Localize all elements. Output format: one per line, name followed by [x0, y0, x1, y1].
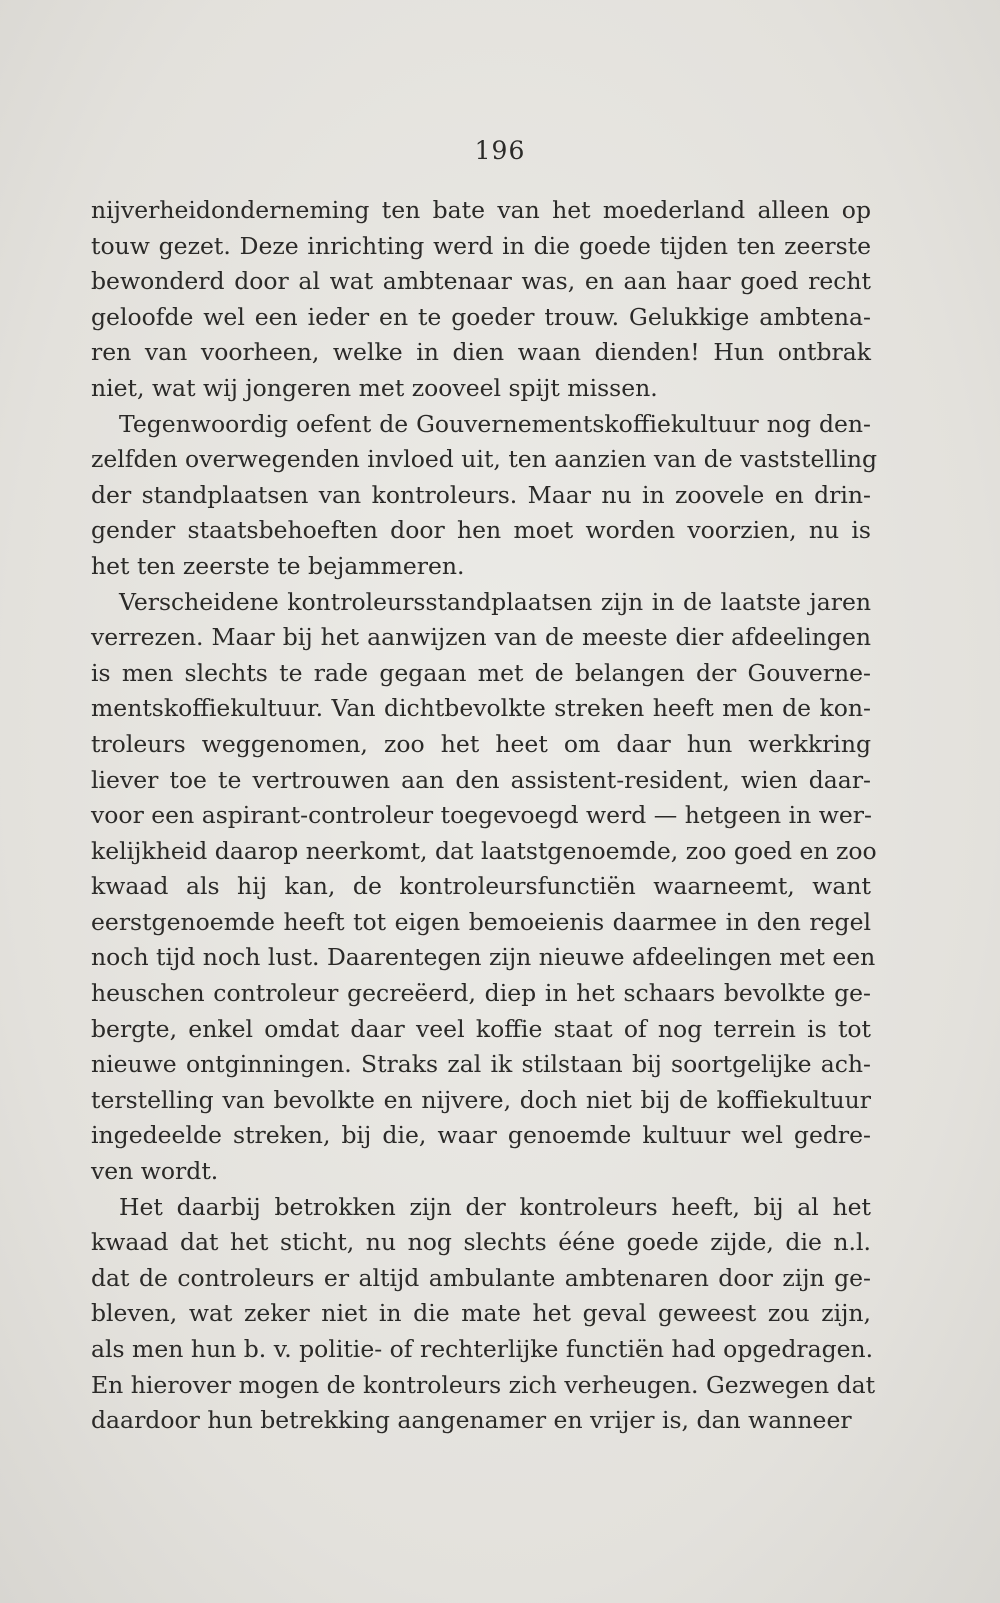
text-line: touw gezet. Deze inrichting werd in die goede tijden ten zeerste: [91, 231, 871, 260]
text-line: voor een aspirant-controleur toegevoegd werd — hetgeen in wer-: [91, 801, 872, 830]
text-line: ren van voorheen, welke in dien waan dienden! Hun ontbrak: [91, 338, 871, 367]
text-line: niet, wat wij jongeren met zooveel spijt missen.: [91, 373, 658, 402]
text-line: Het daarbij betrokken zijn der kontroleurs heeft, bij al het: [119, 1192, 871, 1221]
text-line: kwaad als hij kan, de kontroleursfunctiën waarneemt, want: [91, 872, 871, 901]
text-line: heuschen controleur gecreëerd, diep in het schaars bevolkte ge-: [91, 979, 871, 1008]
text-line: Verscheidene kontroleursstandplaatsen zijn in de laatste jaren: [119, 587, 871, 616]
paragraph: [91, 193, 871, 407]
text-line: kwaad dat het sticht, nu nog slechts ééne goede zijde, die n.l.: [91, 1228, 871, 1257]
text-line: dat de controleurs er altijd ambulante ambtenaren door zijn ge-: [91, 1263, 871, 1292]
paragraph: [91, 585, 877, 1190]
text-line: als men hun b. v. politie- of rechterlijke functiën had opgedragen.: [91, 1335, 874, 1363]
text-line: geloofde wel een ieder en te goeder trouw. Gelukkige ambtena-: [91, 302, 871, 331]
page-number: 196: [474, 136, 526, 165]
body-text: [91, 193, 878, 1439]
paragraph: [91, 1190, 876, 1439]
text-line: mentskoffiekultuur. Van dichtbevolkte streken heeft men de kon-: [91, 694, 871, 723]
text-line: troleurs weggenomen, zoo het heet om daar hun werkkring: [91, 729, 871, 758]
text-line: bleven, wat zeker niet in die mate het geval geweest zou zijn,: [91, 1299, 871, 1328]
text-line: daardoor hun betrekking aangenamer en vrijer is, dan wanneer: [91, 1406, 852, 1435]
text-line: ingedeelde streken, bij die, waar genoemde kultuur wel gedre-: [91, 1121, 871, 1150]
text-line: nieuwe ontginningen. Straks zal ik stilstaan bij soortgelijke ach-: [91, 1050, 871, 1079]
text-line: Tegenwoordig oefent de Gouvernementskoffiekultuur nog den-: [119, 409, 871, 438]
text-line: eerstgenoemde heeft tot eigen bemoeienis daarmee in den regel: [91, 907, 871, 936]
text-line: nijverheidonderneming ten bate van het moederland alleen op: [91, 196, 871, 224]
text-line: liever toe te vertrouwen aan den assistent-resident, wien daar-: [91, 765, 871, 794]
text-line: terstelling van bevolkte en nijvere, doch niet bij de koffiekultuur: [91, 1085, 871, 1114]
text-line: der standplaatsen van kontroleurs. Maar nu in zoovele en drin-: [91, 480, 871, 509]
paragraph: [91, 407, 878, 585]
text-line: ven wordt.: [91, 1157, 219, 1186]
text-line: het ten zeerste te bejammeren.: [91, 551, 465, 580]
text-line: is men slechts te rade gegaan met de belangen der Gouverne-: [91, 658, 871, 687]
text-line: En hierover mogen de kontroleurs zich verheugen. Gezwegen dat: [91, 1370, 876, 1399]
text-line: gender staatsbehoeften door hen moet worden voorzien, nu is: [91, 516, 871, 545]
text-line: bergte, enkel omdat daar veel koffie staat of nog terrein is tot: [91, 1014, 871, 1043]
text-line: kelijkheid daarop neerkomt, dat laatstgenoemde, zoo goed en zoo: [91, 836, 877, 865]
text-line: noch tijd noch lust. Daarentegen zijn nieuwe afdeelingen met een: [91, 943, 876, 972]
text-line: verrezen. Maar bij het aanwijzen van de meeste dier afdeelingen: [91, 623, 871, 652]
text-line: zelfden overwegenden invloed uit, ten aanzien van de vaststelling: [91, 445, 878, 474]
text-line: bewonderd door al wat ambtenaar was, en aan haar goed recht: [91, 267, 871, 296]
